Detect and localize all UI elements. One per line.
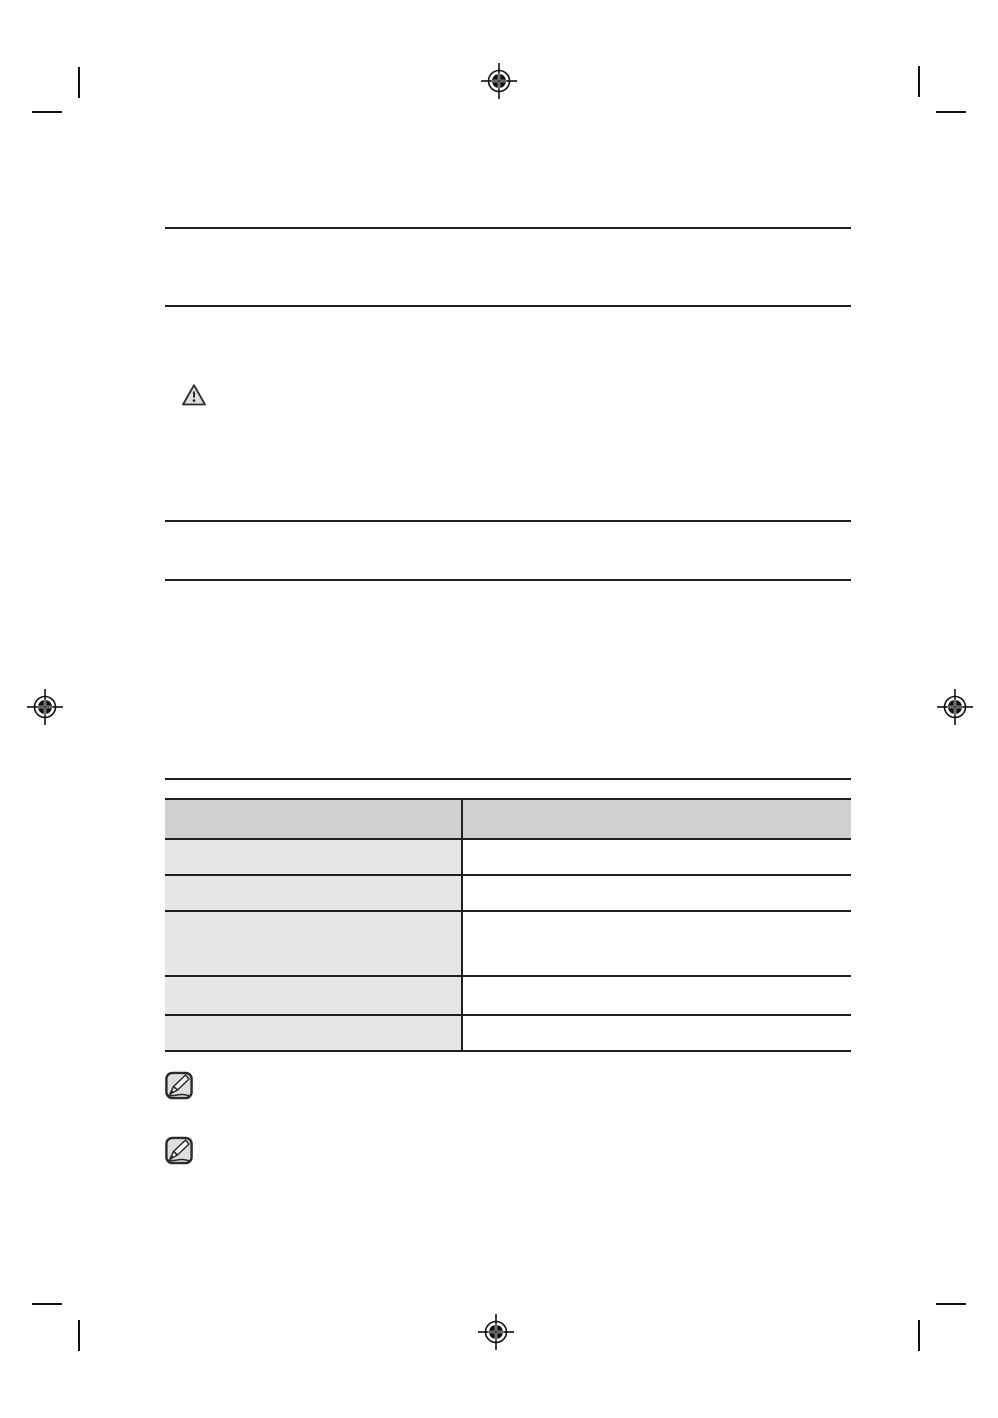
crop-mark-top-right-horizontal-icon xyxy=(936,111,966,113)
registration-mark-icon xyxy=(478,1314,514,1350)
table-label-cell xyxy=(165,977,463,1014)
crop-mark-bottom-right-vertical-icon xyxy=(918,1320,920,1351)
table-row xyxy=(165,874,851,910)
note-pencil-icon xyxy=(165,1071,193,1100)
table-value-cell xyxy=(463,977,851,1014)
registration-mark-icon xyxy=(481,63,517,99)
crop-mark-top-left-vertical-icon xyxy=(78,67,80,98)
registration-mark-icon xyxy=(27,689,63,725)
table-value-cell xyxy=(463,840,851,874)
crop-mark-bottom-right-horizontal-icon xyxy=(936,1303,966,1305)
table-label-cell xyxy=(165,840,463,874)
crop-mark-top-right-vertical-icon xyxy=(918,66,920,97)
table-value-cell xyxy=(463,876,851,910)
table-row xyxy=(165,1014,851,1050)
crop-mark-top-left-horizontal-icon xyxy=(32,111,62,113)
section-rule xyxy=(165,520,851,522)
table-label-cell xyxy=(165,1016,463,1050)
section-rule xyxy=(165,778,851,780)
table-row xyxy=(165,910,851,975)
table-row xyxy=(165,975,851,1014)
table-row xyxy=(165,838,851,874)
table-header-cell xyxy=(165,800,463,838)
crop-mark-bottom-left-horizontal-icon xyxy=(32,1303,62,1305)
table-header-row xyxy=(165,800,851,838)
section-rule xyxy=(165,579,851,581)
note-pencil-icon xyxy=(165,1136,193,1165)
table-value-cell xyxy=(463,912,851,975)
table-header-cell xyxy=(463,800,851,838)
warning-triangle-icon xyxy=(181,383,207,407)
table-label-cell xyxy=(165,912,463,975)
registration-mark-icon xyxy=(937,689,973,725)
section-rule xyxy=(165,227,851,229)
table-label-cell xyxy=(165,876,463,910)
table-value-cell xyxy=(463,1016,851,1050)
spec-table xyxy=(165,798,851,1052)
crop-mark-bottom-left-vertical-icon xyxy=(78,1320,80,1351)
section-rule xyxy=(165,305,851,307)
